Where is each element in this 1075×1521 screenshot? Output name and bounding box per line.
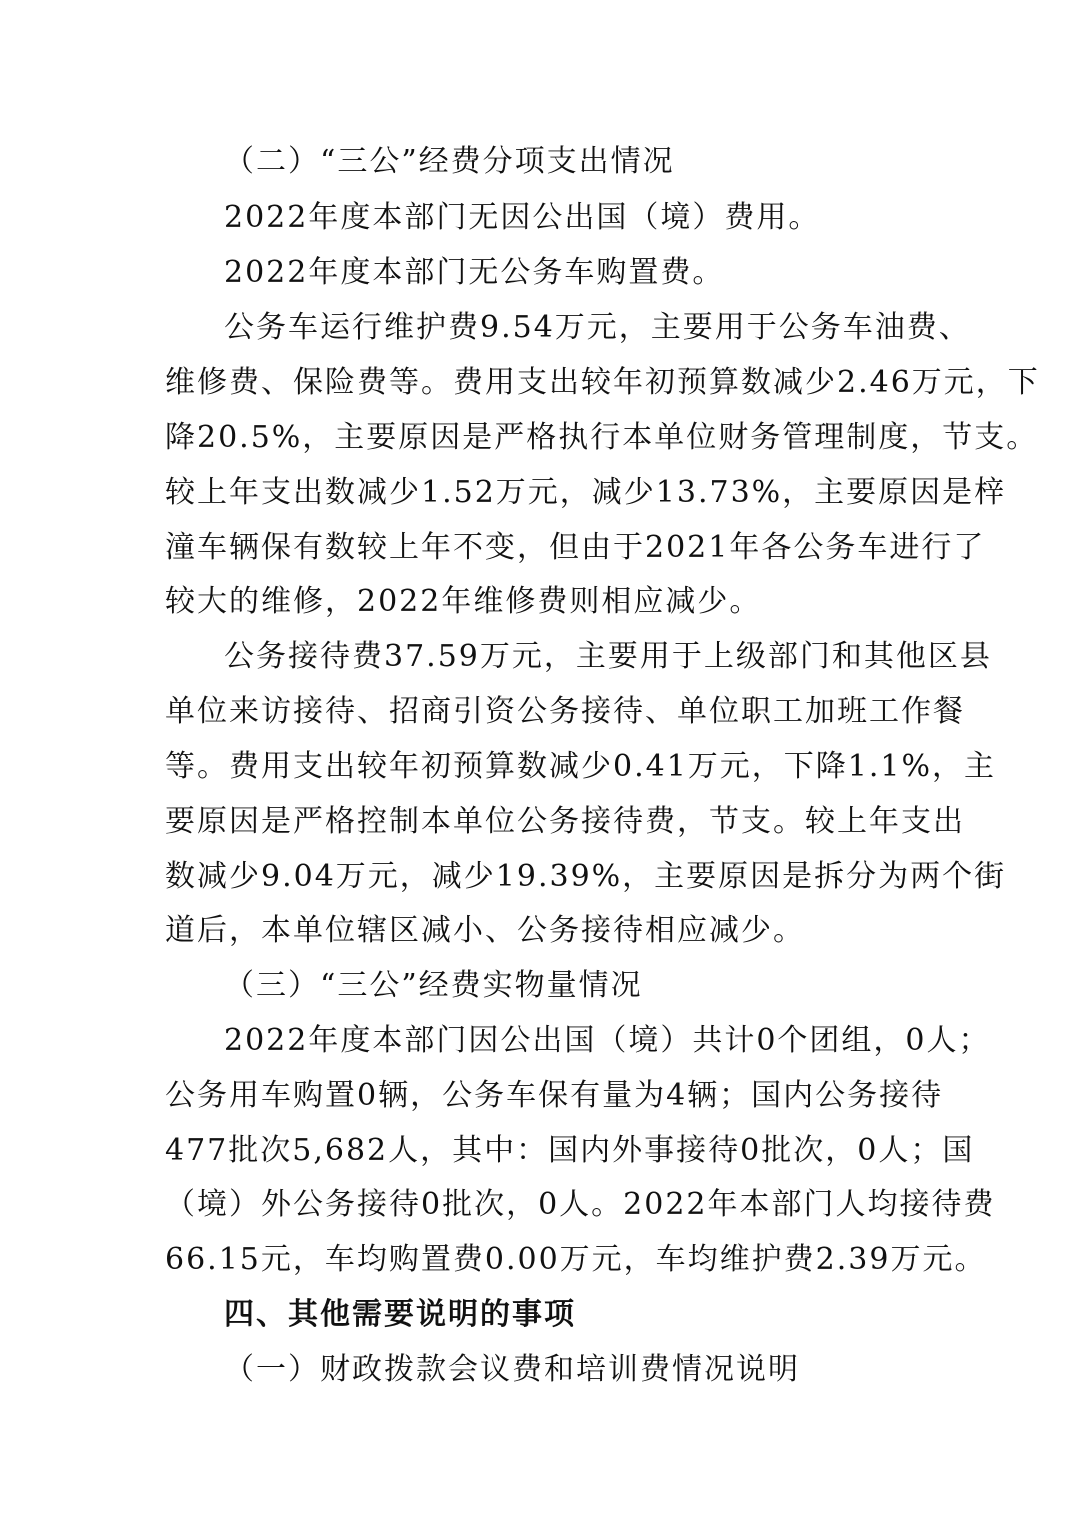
paragraph-line: 要原因是严格控制本单位公务接待费，节支。较上年支出 — [165, 804, 965, 839]
paragraph-line: 2022年度本部门因公出国（境）共计0个团组，0人； — [224, 1023, 991, 1058]
paragraph-line: 2022年度本部门无公务车购置费。 — [224, 255, 725, 290]
paragraph-line: 潼车辆保有数较上年不变，但由于2021年各公务车进行了 — [165, 530, 986, 565]
paragraph-line: 维修费、保险费等。费用支出较年初预算数减少2.46万元，下 — [165, 365, 1040, 400]
section-heading-meeting-training-fees: （一）财政拨款会议费和培训费情况说明 — [224, 1352, 800, 1387]
section-heading-other-matters: 四、其他需要说明的事项 — [224, 1297, 576, 1332]
paragraph-line: 道后，本单位辖区减小、公务接待相应减少。 — [165, 913, 805, 948]
paragraph-line: 等。费用支出较年初预算数减少0.41万元，下降1.1%，主 — [165, 749, 997, 784]
paragraph-line: 降20.5%，主要原因是严格执行本单位财务管理制度，节支。 — [165, 420, 1039, 455]
paragraph-line: 66.15元，车均购置费0.00万元，车均维护费2.39万元。 — [165, 1242, 987, 1277]
section-heading-three-public-items: （二）“三公”经费分项支出情况 — [224, 144, 675, 179]
paragraph-line: 数减少9.04万元，减少19.39%，主要原因是拆分为两个街 — [165, 859, 1007, 894]
paragraph-line: 较上年支出数减少1.52万元，减少13.73%，主要原因是梓 — [165, 475, 1007, 510]
paragraph-line: 较大的维修，2022年维修费则相应减少。 — [165, 584, 762, 619]
paragraph-line: 单位来访接待、招商引资公务接待、单位职工加班工作餐 — [165, 694, 965, 729]
paragraph-line: 公务车运行维护费9.54万元，主要用于公务车油费、 — [224, 310, 971, 345]
paragraph-line: 2022年度本部门无因公出国（境）费用。 — [224, 200, 821, 235]
section-heading-physical-quantities: （三）“三公”经费实物量情况 — [224, 968, 643, 1003]
paragraph-line: （境）外公务接待0批次，0人。2022年本部门人均接待费 — [165, 1187, 996, 1222]
paragraph-line: 公务接待费37.59万元，主要用于上级部门和其他区县 — [224, 639, 992, 674]
paragraph-line: 公务用车购置0辆，公务车保有量为4辆；国内公务接待 — [165, 1078, 944, 1113]
paragraph-line: 477批次5,682人，其中：国内外事接待0批次，0人；国 — [165, 1133, 975, 1168]
